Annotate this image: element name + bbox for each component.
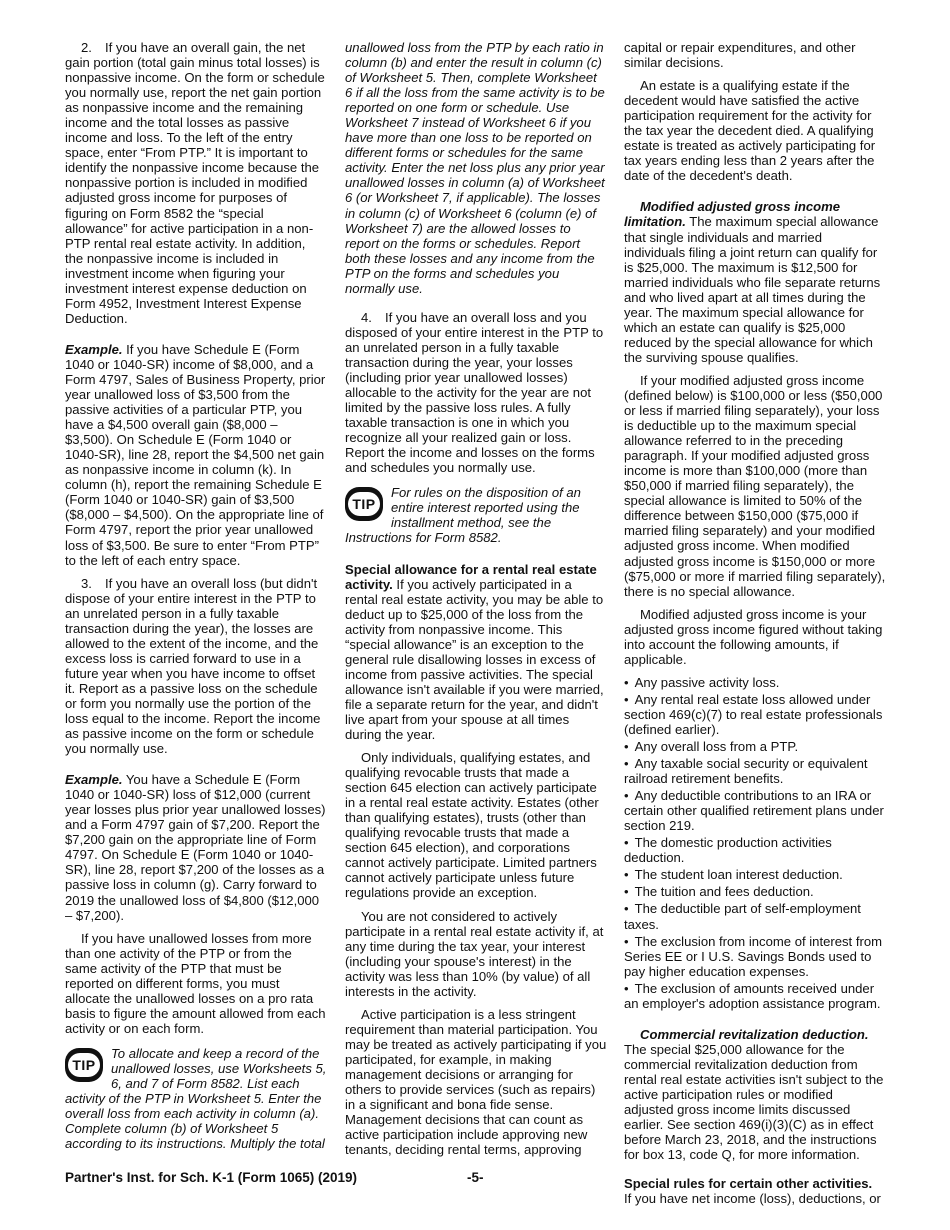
example-label: Example. [65,341,123,357]
tip-allocate [65,1046,327,1151]
list-item: • Any deductible contributions to an IRA or certain other qualified retirement plans under section 219. [624,788,886,833]
paragraph-magi-limit: If your modified adjusted gross income (defined below) is $100,000 or less ($50,000 or less if married filing separately), your loss is deductible up to the maximum special allowance referred to in the preceding paragraph. If your modified adjusted gross income is more than $100,000 (more than $50,000 if married filing separately), the special allowance is limited to 50% of the difference between $150,000 ($75,000 if married filing separately) and your modified adjusted gross income. When modified adjusted gross income is $150,000 or more ($75,000 or more if married filing separately), there is no special allowance. [624,372,886,599]
paragraph-qualifying-estate: An estate is a qualifying estate if the decedent would have satisfied the active participation requirement for the activity for the tax year the decedent died. A qualifying estate is treated as actively participating for tax years ending less than 2 years after the date of the decedent's death. [624,78,876,184]
section-text: The special $25,000 allowance for the commercial revitalization deduction from rental real estate activities isn't subject to the active participation rules or modified adjusted gross income limits discussed earlier. See section 469(i)(3)(C) as in effect before March 23, 2018, and the instructions for box 13, code Q, for more information. [624,1041,884,1163]
paragraph-unallowed-losses: If you have unallowed losses from more than one activity of the PTP or from the same activity of the PTP that must be reported on different forms, you must allocate the unallowed losses on a pro rata basis to figure the amount allowed from each activity or on each form. [65,930,326,1036]
tip-installment [345,485,607,545]
list-item: • The domestic production activities deduction. [624,835,886,865]
example-text: If you have Schedule E (Form 1040 or 1040-SR) income of $8,000, and a Form 4797, Sales of Business Property, prior year unallowed loss of $3,500 from the passive activities of a particular PTP, you have a $4,500 overall gain ($8,000 – $3,500). On Schedule E (Form 1040 or 1040-SR), line 28, report the $4,500 net gain as nonpassive income in column (k). In column (h), report the remaining Schedule E (Form 1040 or 1040-SR) gain of $3,500 ($8,000 – $4,500). On the appropriate line of Form 4797, report the prior year unallowed loss of $3,500. Be sure to enter “From PTP” to the left of each entry space. [65,341,326,568]
section-text: If you actively participated in a rental real estate activity, you may be able to deduct up to $25,000 of the loss from the activity from nonpassive income. This “special allowance” is an exception to the general rule disallowing losses in excess of income from passive activities. The special allowance isn't available if you were married, file a separate return for the year, and didn't live apart from your spouse at all times during the year. [345,576,604,743]
list-item: • The deductible part of self-employment taxes. [624,901,886,931]
special-rules-section [624,1176,886,1206]
list-item: • Any passive activity loss. [624,675,886,690]
tip-icon-label: TIP [348,492,380,516]
paragraph-magi-definition: Modified adjusted gross income is your adjusted gross income figured without taking into account the following amounts, if applicable. [624,606,883,667]
example-gain [65,342,327,568]
tip-continuation: unallowed loss from the PTP by each ratio in column (b) and enter the result in column (c) of Worksheet 5. Then, complete Worksheet 6 if all the loss from the same activity is to be reported on one form or schedule. Use Worksheet 7 instead of Worksheet 6 if you have more than one loss to be reported on different forms or schedules for the same activity. Enter the net loss plus any prior year unallowed losses in column (a) of Worksheet 6 (or Worksheet 7, if applicable). The losses in column (c) of Worksheet 6 (column (e) of Worksheet 7) are the allowed losses to report on the forms or schedules. Report both these losses and any income from the PTP on the forms and schedules you normally use. [345,40,605,296]
list-item: • The tuition and fees deduction. [624,884,886,899]
section-heading: Commercial revitalization deduction. [640,1026,869,1042]
list-item: • The exclusion of amounts received under an employer's adoption assistance program. [624,981,886,1011]
section-heading: Modified adjusted gross income limitation. [624,199,841,230]
tip-text: To allocate and keep a record of the unallowed losses, use Worksheets 5, 6, and 7 of Form 8582. List each activity of the PTP in Worksheet 5. Enter the overall loss from each activity in column (a). Complete column (b) of Worksheet 5 according to its instructions. Multiply the total [65,1045,327,1152]
paragraph-capital: capital or repair expenditures, and other similar decisions. [624,40,856,71]
example-label: Example. [65,772,123,788]
section-text: If you have net income (loss), deductions, or [624,1191,881,1207]
section-heading: Special allowance for a rental real estate activity. [345,561,597,592]
paragraph-only-individuals: Only individuals, qualifying estates, and qualifying revocable trusts that made a section 645 election can actively participate in a rental real estate activity. Estates (other than qualifying estates), trusts (other than qualifying revocable trusts that made a section 645 election), and corporations cannot actively participate. Limited partners cannot actively participate unless future regulations provide an exception. [345,750,599,901]
magi-section [624,199,886,365]
column-right [624,40,886,1214]
paragraph-overall-loss: 3. If you have an overall loss (but didn't dispose of your entire interest in the PTP to an unrelated person in a fully taxable transaction during the year), the losses are allowed to the extent of the income, and the excess loss is carried forward to use in a future year when you have income to offset it. Report as a passive loss on the schedule or form you normally use the portion of the loss equal to the income. Report the income as passive income on the form or schedule you normally use. [65,575,321,757]
footer-title: Partner's Inst. for Sch. K-1 (Form 1065) (2019) [65,1170,358,1185]
paragraph-overall-gain: 2. If you have an overall gain, the net gain portion (total gain minus total losses) is nonpassive income. On the form or schedule you normally use, report the net gain portion as nonpassive income and the remaining income and the total losses as passive income and loss. To the left of the entry space, enter “From PTP.” It is important to identify the nonpassive income because the nonpassive portion is included in modified adjusted gross income for purposes of figuring on Form 8582 the “special allowance” for active participation in a non-PTP rental real estate activity. In addition, the nonpassive income is included in investment income when figuring your investment interest expense deduction on Form 4952, Investment Interest Expense Deduction. [65,40,325,326]
example-loss [65,772,327,922]
list-item: • The exclusion from income of interest from Series EE or I U.S. Savings Bonds used to pay higher education expenses. [624,934,886,979]
example-text: You have a Schedule E (Form 1040 or 1040-SR) loss of $12,000 (current year losses plus prior year unallowed losses) and a Form 4797 gain of $7,200. Report the $7,200 gain on the appropriate line of Form 4797. On Schedule E (Form 1040 or 1040-SR), line 28, report $7,200 of the losses as a passive loss in column (g). Carry forward to 2019 the unallowed loss of $4,800 ($12,000 – $7,200). [65,772,326,923]
list-item: • Any taxable social security or equivalent railroad retirement benefits. [624,756,886,786]
tip-icon [345,487,383,521]
paragraph-active-participation: Active participation is a less stringent requirement than material participation. You may be treated as actively participating if you participated, for example, in making management decisions or arranging for others to provide services (such as repairs) in a significant and bona fide sense. Management decisions that can count as active participation include approving new tenants, deciding rental terms, approving [345,1006,607,1158]
paragraph-not-considered: You are not considered to actively participate in a rental real estate activity if, at any time during the tax year, your interest (including your spouse's interest) in the activity was less than 10% (by value) of all interests in the activity. [345,908,604,999]
magi-exclusions-list [624,675,886,1011]
tip-icon [65,1048,103,1082]
section-text: The maximum special allowance that single individuals and married individuals filing a joint return can qualify for is $25,000. The maximum is $12,500 for married individuals who file separate returns and who lived apart at all times during the year. The maximum special allowance for which an estate can qualify is $25,000 reduced by the special allowance for which the surviving spouse qualifies. [624,214,881,365]
column-middle [345,40,607,1165]
commercial-revitalization-section [624,1027,886,1162]
section-heading: Special rules for certain other activities. [624,1176,873,1192]
page-number: -5- [467,1170,484,1185]
paragraph-disposed-interest: 4. If you have an overall loss and you disposed of your entire interest in the PTP to an unrelated person in a fully taxable transaction during the year, your losses (including prior year unallowed losses) allocable to the activity for the year are not limited by the passive loss rules. A fully taxable transaction is one in which you recognize all your realized gain or loss. Report the income and losses on the forms and schedules you normally use. [345,309,604,476]
column-left [65,40,327,1159]
list-item: • Any rental real estate loss allowed under section 469(c)(7) to real estate professionals (defined earlier). [624,692,886,737]
special-allowance-section [345,562,607,743]
tip-icon-label: TIP [68,1053,100,1077]
tip-text: For rules on the disposition of an entire interest reported using the installment method, see the Instructions for Form 8582. [345,485,581,546]
list-item: • Any overall loss from a PTP. [624,739,886,754]
list-item: • The student loan interest deduction. [624,867,886,882]
